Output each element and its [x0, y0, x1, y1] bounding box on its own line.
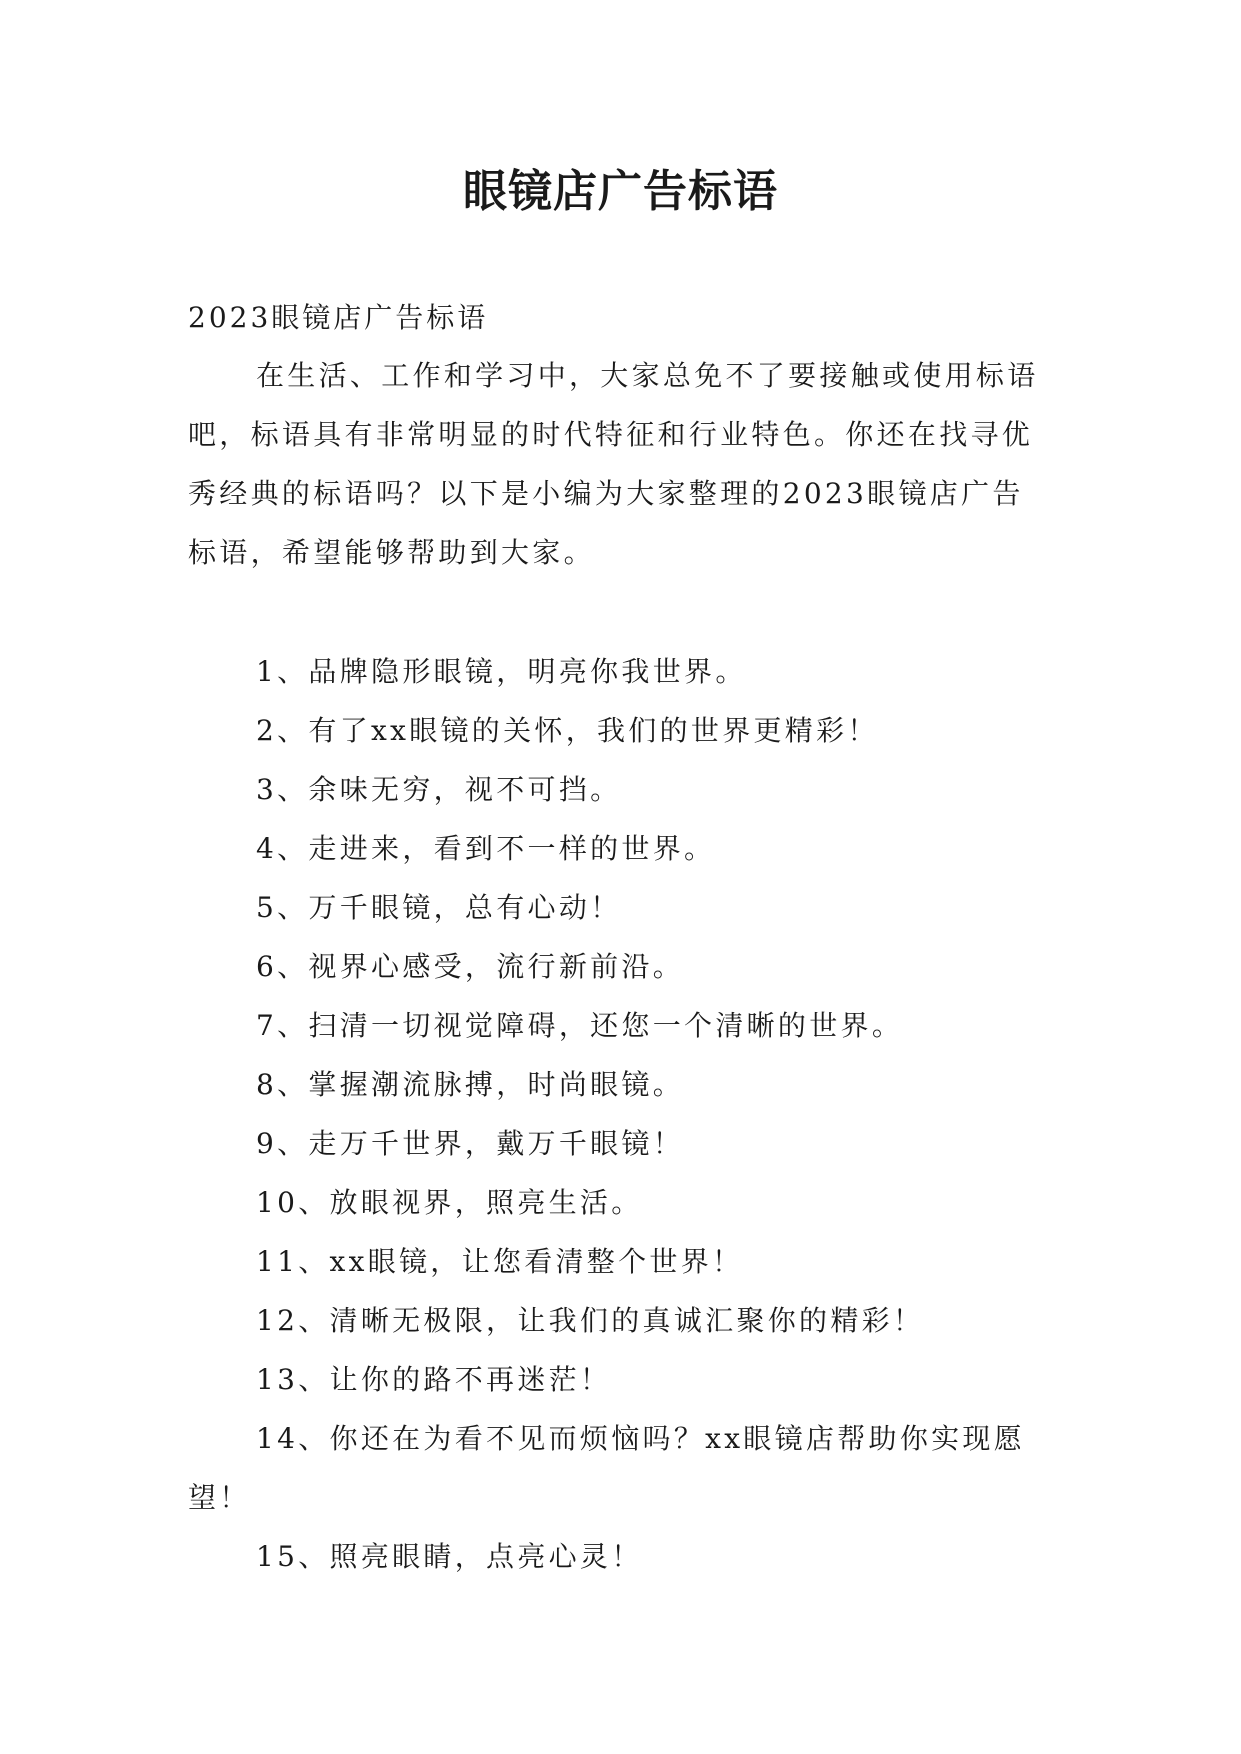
slogan-item: 3、余味无穷，视不可挡。	[256, 773, 622, 806]
slogan-item: 2、有了xx眼镜的关怀，我们的世界更精彩！	[256, 714, 879, 747]
slogan-list	[188, 642, 1048, 1586]
slogan-item: 11、xx眼镜，让您看清整个世界！	[256, 1245, 744, 1278]
document-subtitle: 2023眼镜店广告标语	[188, 301, 489, 334]
slogan-item: 7、扫清一切视觉障碍，还您一个清晰的世界。	[256, 1009, 904, 1042]
document-title: 眼镜店广告标语	[463, 166, 778, 217]
intro-paragraph: 在生活、工作和学习中，大家总免不了要接触或使用标语吧，标语具有非常明显的时代特征和行业特色。你还在找寻优秀经典的标语吗？以下是小编为大家整理的2023眼镜店广告标语，希望能够帮助到大家。	[188, 359, 1039, 569]
slogan-item: 1、品牌隐形眼镜，明亮你我世界。	[256, 655, 747, 688]
slogan-item: 13、让你的路不再迷茫！	[256, 1363, 612, 1396]
slogan-item: 10、放眼视界，照亮生活。	[256, 1186, 643, 1219]
slogan-item: 6、视界心感受，流行新前沿。	[256, 950, 685, 983]
slogan-item: 9、走万千世界，戴万千眼镜！	[256, 1127, 685, 1160]
slogan-item: 14、你还在为看不见而烦恼吗？xx眼镜店帮助你实现愿望！	[188, 1422, 1026, 1514]
slogan-item: 8、掌握潮流脉搏，时尚眼镜。	[256, 1068, 685, 1101]
slogan-item: 4、走进来，看到不一样的世界。	[256, 832, 716, 865]
slogan-item: 5、万千眼镜，总有心动！	[256, 891, 622, 924]
slogan-item: 15、照亮眼睛，点亮心灵！	[256, 1540, 643, 1573]
slogan-item: 12、清晰无极限，让我们的真诚汇聚你的精彩！	[256, 1304, 925, 1337]
